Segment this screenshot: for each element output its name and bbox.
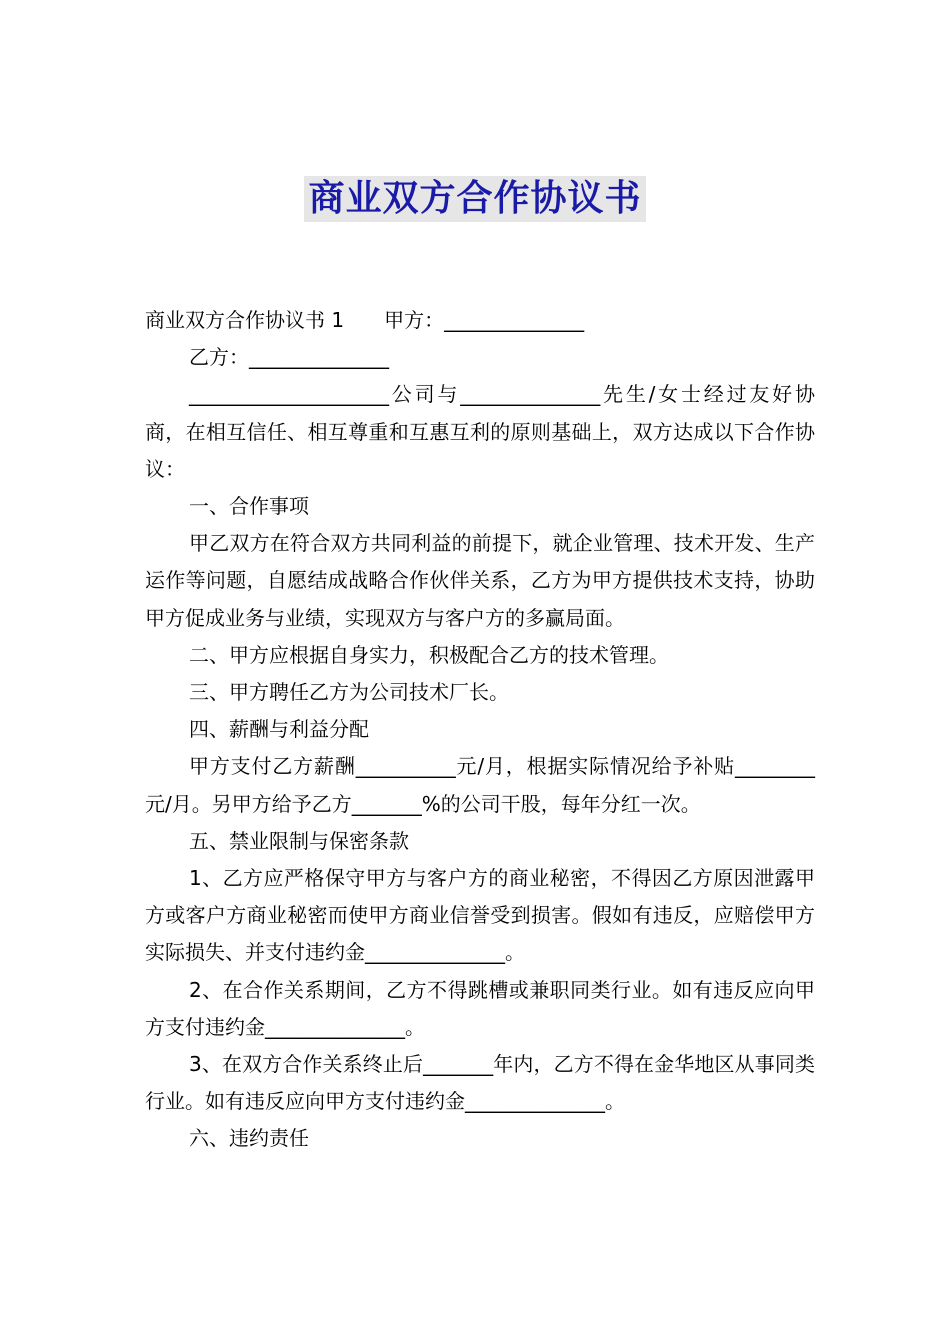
document-title: 商业双方合作协议书	[304, 176, 645, 222]
section-heading-4: 四、薪酬与利益分配	[189, 717, 369, 742]
document-body	[145, 302, 815, 1158]
section-heading-1: 一、合作事项	[189, 494, 309, 519]
clause-3: 3、在双方合作关系终止后_______年内，乙方不得在金华地区从事同类行业。如有违反应向甲方支付违约金______________。	[145, 1052, 815, 1114]
section-heading-5: 五、禁业限制与保密条款	[189, 828, 409, 853]
section-heading-2: 二、甲方应根据自身实力，积极配合乙方的技术管理。	[189, 642, 669, 667]
clause-1: 1、乙方应严格保守甲方与客户方的商业秘密，不得因乙方原因泄露甲方或客户方商业秘密而使甲方商业信誉受到损害。假如有违反，应赔偿甲方实际损失、并支付违约金______________。	[145, 866, 815, 965]
paragraph-intro: ____________________公司与______________先生/女士经过友好协商，在相互信任、相互尊重和互惠互利的原则基础上，双方达成以下合作协议：	[145, 382, 815, 481]
section-heading-6: 六、违约责任	[189, 1126, 309, 1151]
paragraph-party-b: 乙方：______________	[189, 345, 389, 370]
section-heading-3: 三、甲方聘任乙方为公司技术厂长。	[189, 680, 509, 705]
paragraph-header: 商业双方合作协议书 1 甲方：______________	[145, 308, 585, 332]
paragraph-salary: 甲方支付乙方薪酬__________元/月，根据实际情况给予补贴________元/月。另甲方给予乙方_______%的公司干股，每年分红一次。	[145, 754, 815, 816]
title-container	[0, 176, 950, 222]
paragraph-cooperation: 甲乙双方在符合双方共同利益的前提下，就企业管理、技术开发、生产运作等问题，自愿结成战略合作伙伴关系，乙方为甲方提供技术支持，协助甲方促成业务与业绩，实现双方与客户方的多赢局面。	[145, 531, 815, 630]
clause-2: 2、在合作关系期间，乙方不得跳槽或兼职同类行业。如有违反应向甲方支付违约金______________。	[145, 977, 815, 1039]
